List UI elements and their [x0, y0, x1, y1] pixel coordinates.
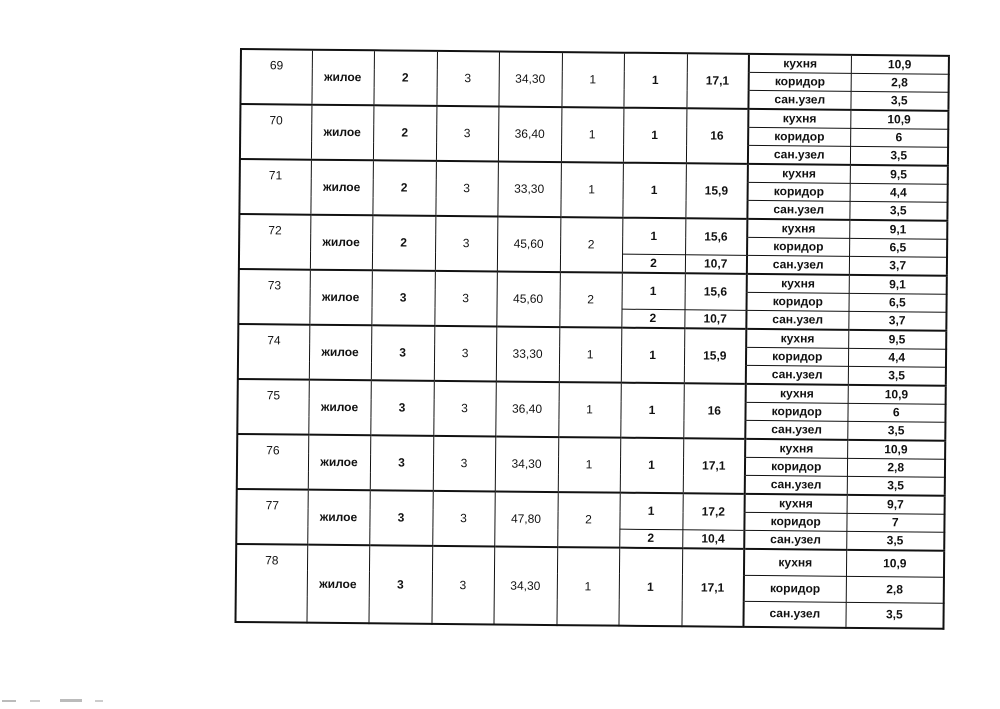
area-cell: 33,30 — [497, 161, 561, 217]
apartment-number-cell: 76 — [237, 434, 309, 490]
room-count-cell: 1 — [556, 547, 619, 626]
subroom-area-cell: 17,2 — [682, 493, 744, 530]
purpose-cell: жилое — [309, 325, 372, 381]
subroom-number-cell: 1 — [620, 383, 684, 439]
aux-room-name-cell: кухня — [748, 109, 850, 128]
room-count-cell: 1 — [558, 437, 621, 493]
apartment-number-cell: 77 — [236, 489, 308, 545]
aux-room-name-cell: кухня — [744, 549, 846, 576]
purpose-cell: жилое — [311, 50, 374, 106]
subroom-area-cell: 15,6 — [685, 273, 747, 310]
subroom-number-cell: 1 — [623, 108, 687, 164]
subroom-number-cell: 1 — [622, 218, 685, 255]
aux-room-area-cell: 9,5 — [848, 330, 946, 349]
subroom-number-cell: 2 — [621, 309, 684, 328]
aux-room-area-cell: 3,7 — [849, 256, 947, 275]
floor-cell: 3 — [435, 161, 498, 217]
subroom-area-cell: 17,1 — [686, 53, 749, 109]
aux-room-name-cell: коридор — [744, 512, 846, 531]
aux-room-area-cell: 3,5 — [847, 476, 945, 495]
floor-cell: 3 — [431, 546, 494, 625]
room-count-cell: 2 — [559, 272, 622, 328]
area-cell: 36,40 — [495, 381, 559, 437]
subroom-area-cell: 17,1 — [683, 438, 746, 494]
room-count-cell: 1 — [558, 382, 621, 438]
aux-room-area-cell: 9,7 — [847, 495, 945, 514]
room-count-cell: 1 — [561, 52, 624, 108]
subroom-number-cell: 1 — [622, 273, 685, 310]
aux-room-area-cell: 4,4 — [850, 183, 948, 202]
aux-room-area-cell: 2,8 — [847, 458, 945, 477]
aux-room-name-cell: сан.узел — [748, 90, 850, 109]
area-cell: 47,80 — [494, 491, 558, 547]
aux-room-area-cell: 3,5 — [850, 91, 948, 110]
apartments-table — [234, 48, 949, 630]
document-sheet — [234, 48, 947, 630]
aux-room-name-cell: кухня — [745, 494, 847, 513]
room-count-cell: 1 — [560, 162, 623, 218]
area-cell: 33,30 — [496, 326, 560, 382]
apartment-number-cell: 75 — [237, 379, 309, 435]
aux-room-name-cell: коридор — [749, 72, 851, 91]
aux-room-area-cell: 9,5 — [850, 165, 948, 184]
subroom-number-cell: 2 — [619, 529, 682, 548]
subroom-area-cell: 17,1 — [681, 548, 744, 627]
purpose-cell: жилое — [311, 105, 374, 161]
subroom-number-cell: 1 — [622, 163, 686, 219]
apartment-number-cell: 71 — [239, 159, 311, 215]
subroom-number-cell: 1 — [618, 548, 682, 627]
aux-room-area-cell: 10,9 — [851, 55, 949, 74]
room-count-cell: 1 — [559, 327, 622, 383]
apartment-number-cell: 70 — [240, 104, 312, 160]
subroom-area-cell: 15,6 — [685, 218, 747, 255]
aux-room-area-cell: 3,5 — [846, 531, 944, 550]
aux-room-name-cell: сан.узел — [747, 255, 849, 274]
aux-room-area-cell: 3,5 — [850, 146, 948, 165]
purpose-cell: жилое — [307, 490, 370, 546]
aux-room-name-cell: коридор — [747, 237, 849, 256]
subroom-area-cell: 15,9 — [685, 163, 748, 219]
aux-room-area-cell: 6,5 — [849, 293, 947, 312]
table-body — [235, 49, 948, 629]
table-row — [241, 49, 949, 74]
area-cell: 45,60 — [497, 216, 561, 272]
rooms-cell: 3 — [371, 325, 435, 381]
purpose-cell: жилое — [310, 160, 373, 216]
aux-room-name-cell: коридор — [748, 127, 850, 146]
aux-room-area-cell: 3,5 — [845, 602, 943, 629]
aux-room-area-cell: 2,8 — [851, 73, 949, 92]
aux-room-name-cell: коридор — [744, 575, 846, 602]
table-row — [236, 544, 944, 577]
aux-room-name-cell: коридор — [747, 292, 849, 311]
subroom-area-cell: 10,4 — [682, 530, 744, 549]
aux-room-name-cell: сан.узел — [746, 310, 848, 329]
area-cell: 45,60 — [496, 271, 560, 327]
aux-room-name-cell: коридор — [746, 347, 848, 366]
room-count-cell: 1 — [561, 107, 624, 163]
aux-room-name-cell: сан.узел — [744, 530, 846, 549]
aux-room-area-cell: 9,1 — [849, 220, 947, 239]
aux-room-area-cell: 6 — [850, 128, 948, 147]
floor-cell: 3 — [433, 381, 496, 437]
rooms-cell: 3 — [370, 435, 434, 491]
purpose-cell: жилое — [308, 435, 371, 491]
rooms-cell: 3 — [371, 270, 435, 326]
aux-room-name-cell: сан.узел — [743, 601, 845, 628]
aux-room-area-cell: 3,5 — [848, 366, 946, 385]
subroom-area-cell: 10,7 — [684, 310, 746, 329]
aux-room-area-cell: 10,9 — [846, 550, 944, 577]
aux-room-area-cell: 2,8 — [846, 576, 944, 603]
floor-cell: 3 — [436, 51, 499, 107]
floor-cell: 3 — [432, 491, 495, 547]
area-cell: 34,30 — [498, 51, 562, 107]
purpose-cell: жилое — [310, 215, 373, 271]
purpose-cell: жилое — [308, 380, 371, 436]
scan-artifact — [0, 696, 150, 706]
apartment-number-cell: 72 — [239, 214, 311, 270]
aux-room-area-cell: 3,5 — [849, 201, 947, 220]
aux-room-area-cell: 4,4 — [848, 348, 946, 367]
aux-room-area-cell: 3,5 — [847, 421, 945, 440]
floor-cell: 3 — [434, 326, 497, 382]
room-count-cell: 2 — [560, 217, 623, 273]
area-cell: 36,40 — [498, 106, 562, 162]
floor-cell: 3 — [436, 106, 499, 162]
aux-room-name-cell: сан.узел — [745, 475, 847, 494]
rooms-cell: 2 — [373, 50, 437, 106]
purpose-cell: жилое — [309, 270, 372, 326]
aux-room-name-cell: сан.узел — [745, 420, 847, 439]
aux-room-name-cell: коридор — [748, 182, 850, 201]
aux-room-name-cell: коридор — [745, 457, 847, 476]
rooms-cell: 3 — [370, 380, 434, 436]
aux-room-area-cell: 10,9 — [847, 440, 945, 459]
aux-room-name-cell: сан.узел — [746, 365, 848, 384]
floor-cell: 3 — [434, 271, 497, 327]
area-cell: 34,30 — [495, 436, 559, 492]
subroom-area-cell: 16 — [686, 108, 749, 164]
subroom-area-cell: 15,9 — [684, 328, 747, 384]
area-cell: 34,30 — [493, 546, 557, 625]
rooms-cell: 2 — [372, 160, 436, 216]
subroom-number-cell: 2 — [622, 254, 685, 273]
aux-room-area-cell: 3,7 — [848, 311, 946, 330]
apartment-number-cell: 78 — [235, 544, 307, 623]
rooms-cell: 3 — [369, 490, 433, 546]
subroom-number-cell: 1 — [620, 438, 684, 494]
floor-cell: 3 — [435, 216, 498, 272]
aux-room-name-cell: кухня — [749, 54, 851, 73]
aux-room-name-cell: кухня — [747, 219, 849, 238]
aux-room-name-cell: коридор — [745, 402, 847, 421]
subroom-number-cell: 1 — [621, 328, 685, 384]
aux-room-name-cell: сан.узел — [748, 145, 850, 164]
subroom-area-cell: 16 — [683, 383, 746, 439]
aux-room-area-cell: 9,1 — [849, 275, 947, 294]
aux-room-area-cell: 10,9 — [850, 110, 948, 129]
apartment-number-cell: 74 — [238, 324, 310, 380]
aux-room-area-cell: 7 — [846, 513, 944, 532]
aux-room-name-cell: сан.узел — [747, 200, 849, 219]
aux-room-area-cell: 6 — [847, 403, 945, 422]
subroom-number-cell: 1 — [623, 53, 687, 109]
aux-room-area-cell: 10,9 — [848, 385, 946, 404]
aux-room-name-cell: кухня — [745, 439, 847, 458]
room-count-cell: 2 — [557, 492, 620, 548]
rooms-cell: 3 — [368, 545, 432, 624]
aux-room-name-cell: кухня — [746, 384, 848, 403]
aux-room-name-cell: кухня — [746, 329, 848, 348]
rooms-cell: 2 — [372, 215, 436, 271]
floor-cell: 3 — [433, 436, 496, 492]
aux-room-area-cell: 6,5 — [849, 238, 947, 257]
purpose-cell: жилое — [306, 545, 369, 624]
apartment-number-cell: 69 — [240, 49, 312, 105]
subroom-area-cell: 10,7 — [685, 255, 747, 274]
rooms-cell: 2 — [373, 105, 437, 161]
subroom-number-cell: 1 — [619, 493, 682, 530]
apartment-number-cell: 73 — [238, 269, 310, 325]
aux-room-name-cell: кухня — [748, 164, 850, 183]
aux-room-name-cell: кухня — [747, 274, 849, 293]
